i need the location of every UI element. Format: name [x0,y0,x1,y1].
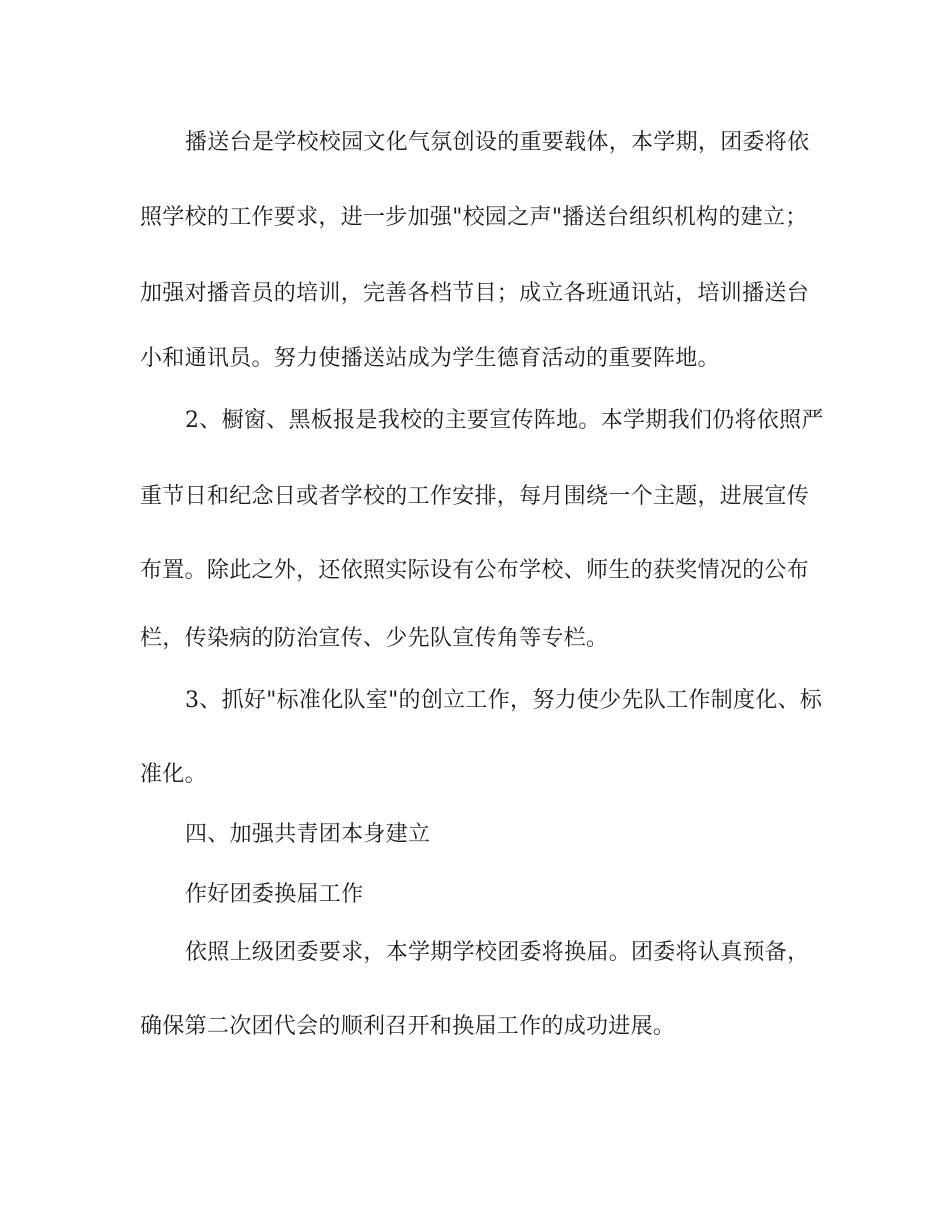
paragraph-1-line-4: 小和通讯员。努力使播送站成为学生德育活动的重要阵地。 [140,346,720,371]
paragraph-4-line-1: 依照上级团委要求，本学期学校团委将换届。团委将认真预备， [185,940,810,965]
paragraph-2-line-4: 栏，传染病的防治宣传、少先队宣传角等专栏。 [140,626,609,651]
paragraph-1-line-3: 加强对播音员的培训，完善各档节目；成立各班通讯站，培训播送台 [140,281,810,306]
paragraph-2-line-3: 布置。除此之外，还依照实际设有公布学校、师生的获奖情况的公布 [140,558,810,583]
paragraph-2-line-2: 重节日和纪念日或者学校的工作安排，每月围绕一个主题，进展宣传 [140,484,810,509]
section-heading: 四、加强共青团本身建立 [185,822,431,847]
paragraph-2-line-1: 2、橱窗、黑板报是我校的主要宣传阵地。本学期我们仍将依照严 [185,408,824,433]
paragraph-1-line-1: 播送台是学校校园文化气氛创设的重要载体，本学期，团委将依 [185,130,810,155]
paragraph-3-line-1: 3、抓好"标准化队室"的创立工作，努力使少先队工作制度化、标 [185,688,823,713]
sub-heading: 作好团委换届工作 [185,882,364,907]
paragraph-3-line-2: 准化。 [140,762,207,787]
paragraph-1-line-2: 照学校的工作要求，进一步加强"校园之声"播送台组织机构的建立； [140,205,808,230]
paragraph-4-line-2: 确保第二次团代会的顺利召开和换届工作的成功进展。 [140,1014,676,1039]
